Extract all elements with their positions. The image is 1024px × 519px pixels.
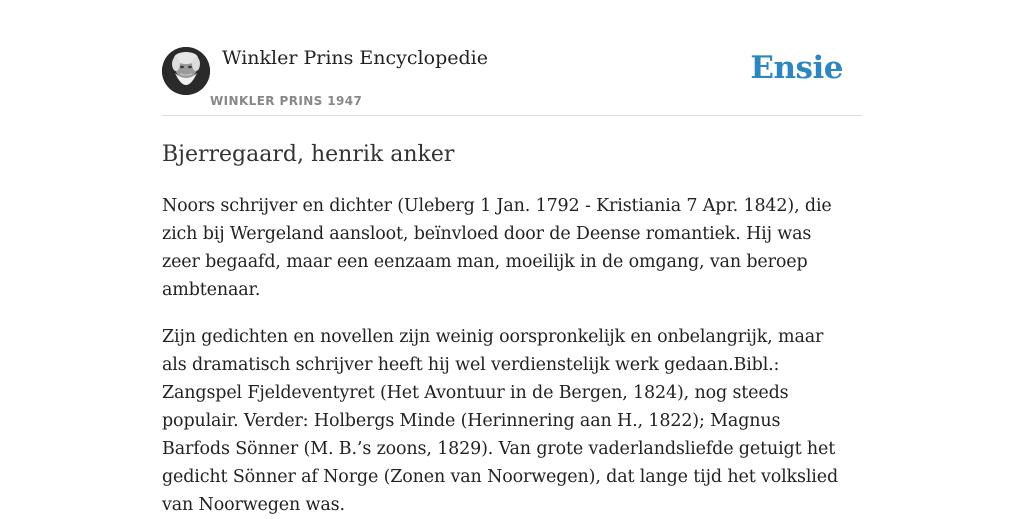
source-avatar[interactable] [162,47,210,95]
brand-logo[interactable]: Ensie [750,50,843,86]
source-header [162,44,862,116]
article-paragraph: Noors schrijver en dichter (Uleberg 1 Jan. 1792 - Kristiania 7 Apr. 1842), die zich bij Wergeland aansloot, beïnvloed door de Deense romantiek. Hij was zeer begaafd, maar een eenzaam man, moeilijk in de omgang, van beroep ambtenaar. [162,196,832,300]
article-title: Bjerregaard, henrik anker [162,142,455,167]
source-subtitle[interactable]: WINKLER PRINS 1947 [210,94,363,108]
page [162,44,862,519]
article-paragraph: Zijn gedichten en novellen zijn weinig oorspronkelijk en onbelangrijk, maar als dramatisch schrijver heeft hij wel verdienstelijk werk gedaan.Bibl.: Zangspel Fjeldeventyret (Het Avontuur in de Bergen, 1824), nog steeds populair. Verder: Holbergs Minde (Herinnering aan H., 1822); Magnus Barfods Sönner (M. B.’s zoons, 1829). Van grote vaderlandsliefde getuigt het gedicht Sönner af Norge (Zonen van Noorwegen), dat lange tijd het volkslied van Noorwegen was. [162,327,838,515]
portrait-avatar-icon [162,47,210,95]
source-title[interactable]: Winkler Prins Encyclopedie [222,47,488,69]
